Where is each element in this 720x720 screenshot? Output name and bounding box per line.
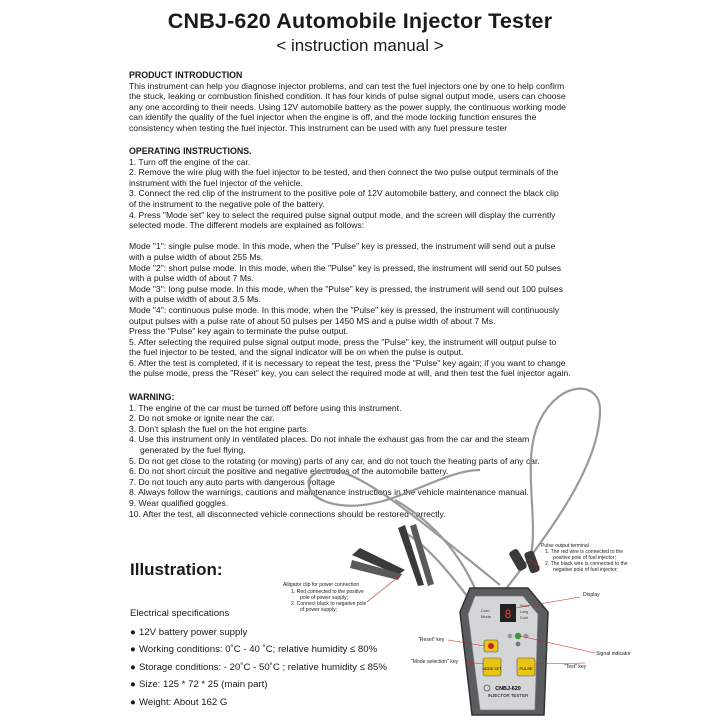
spec-text: Weight: About 162 G bbox=[139, 696, 228, 708]
specs-heading: Electrical specifications bbox=[130, 608, 230, 619]
mode-set-key-label: MODE SET bbox=[482, 667, 502, 671]
text-line: the stuck, leaking or combustion finished condition. It has four kinds of pulse signal output mode, users can choose bbox=[129, 91, 566, 102]
spec-text: Size: 125 * 72 * 25 (main part) bbox=[139, 679, 268, 690]
spec-text: 12V battery power supply bbox=[139, 626, 248, 638]
text-line: selected mode. The different models are explained as follows: bbox=[129, 220, 365, 231]
alligator-line-2: pole of power supply; bbox=[300, 595, 349, 601]
bullet-icon: ● bbox=[130, 626, 136, 638]
display-digit: 8 bbox=[504, 607, 512, 621]
reset-label: "Reset" key bbox=[418, 637, 445, 643]
device-name: INJECTOR TESTER bbox=[487, 693, 529, 698]
text-line: 4. Press "Mode set" key to select the required pulse signal output mode, and the screen will display the currently bbox=[129, 209, 556, 220]
signal-indicator-label: Signal indicator bbox=[596, 651, 631, 657]
alligator-line-4: of power supply; bbox=[300, 607, 338, 613]
bullet-icon: ● bbox=[130, 696, 136, 708]
text-line: 6. After the test is completed, if it is necessary to repeat the test, press the "Pulse" key again; if you want to change bbox=[129, 357, 566, 368]
test-key-label: "Test" key bbox=[564, 664, 587, 670]
text-line: the fuel injector to be tested, and the signal indicator will be on when the pulse is output. bbox=[129, 347, 464, 358]
text-line: Press the "Pulse" key again to terminate the pulse output. bbox=[129, 326, 349, 337]
text-line: 10. After the test, all disconnected vehicle connections should be restored correctly. bbox=[129, 508, 446, 519]
mode-selection-label: "Mode selection" key bbox=[411, 659, 459, 665]
text-line: Mode "2": short pulse mode. In this mode, when the "Pulse" key is pressed, the instrument will send out 50 pulses bbox=[129, 262, 562, 273]
alligator-title: Alligator clip for power connection bbox=[283, 582, 360, 588]
pulse-line-4: negative pole of fuel injector; bbox=[553, 567, 618, 573]
alligator-clip-right bbox=[398, 524, 434, 586]
com-label: Com bbox=[481, 608, 490, 613]
text-line: with a pulse width of about 255 Ms. bbox=[129, 251, 264, 262]
text-line: 5. Do not get close to the rotating (or moving) parts of any car, and do not touch the heating parts of any car. bbox=[129, 455, 540, 466]
alligator-line-1: 1. Red connected to the positive bbox=[291, 589, 364, 595]
text-line: 4. Use this instrument only in ventilated places. Do not inhale the exhaust gas from the car and the steam bbox=[129, 434, 530, 445]
mode-label: Mode bbox=[481, 614, 492, 619]
tester-device bbox=[460, 588, 548, 715]
pulse-line-3: 2. The black wire is connected to the bbox=[545, 561, 628, 567]
device-model: CNBJ-620 bbox=[495, 686, 521, 692]
text-line: This instrument can help you diagnose injector problems, and can test the fuel injectors one by one to help confirm bbox=[129, 80, 565, 91]
spec-text: Working conditions: 0˚C - 40 ˚C; relative humidity ≤ 80% bbox=[139, 644, 378, 655]
text-line: 1. The engine of the car must be turned off before using this instrument. bbox=[129, 402, 402, 413]
text-line: Mode "1": single pulse mode. In this mode, when the "Pulse" key is pressed, the instrument will send out a pulse bbox=[129, 241, 556, 252]
section-heading: OPERATING INSTRUCTIONS. bbox=[129, 146, 252, 156]
illustration-heading: Illustration: bbox=[130, 560, 223, 579]
label-long: Long bbox=[520, 610, 528, 614]
alligator-line-3: 2. Connect black to negative pole bbox=[291, 601, 367, 607]
power-cable-red bbox=[400, 530, 470, 600]
text-line: Mode "4": continuous pulse mode. In this mode, when the "Pulse" key is pressed, the instrument will continuously bbox=[129, 304, 560, 315]
text-line: 8. Always follow the warnings, cautions and maintenance instructions in the vehicle maintenance manual. bbox=[129, 487, 529, 498]
text-line: can identify the quality of the fuel injector when the engine is off, and the mode locking function ensures the bbox=[129, 112, 537, 123]
pulse-key-label: PULSE bbox=[519, 666, 533, 671]
text-line: of the instrument to the negative pole of the battery. bbox=[129, 198, 325, 209]
text-line: 3. Don't splash the fuel on the hot engine parts. bbox=[129, 423, 309, 434]
spec-text: Storage conditions: - 20˚C - 50˚C ; relative humidity ≤ 85% bbox=[139, 661, 387, 673]
text-line: any one according to their needs. Using 12V automobile battery as the power supply, the continuous working mode bbox=[129, 101, 566, 112]
page-subtitle: < instruction manual > bbox=[276, 36, 444, 55]
page-title: CNBJ-620 Automobile Injector Tester bbox=[167, 9, 553, 33]
section-heading: PRODUCT INTRODUCTION bbox=[129, 70, 243, 80]
text-line: 3. Connect the red clip of the instrument to the positive pole of 12V automobile battery, and connect the black clip bbox=[129, 188, 559, 199]
callout-labels bbox=[283, 543, 631, 670]
text-line: 5. After selecting the required pulse signal output mode, press the "Pulse" key, the instrument will output pulse to bbox=[129, 336, 557, 347]
text-line: output pulses with a pulse rate of about 50 pulses per 1450 MS and a pulse width of about 7 Ms. bbox=[129, 315, 496, 326]
text-line: instrument with the fuel injector of the vehicle. bbox=[129, 177, 303, 188]
text-line: 7. Do not touch any auto parts with dangerous voltage bbox=[129, 476, 335, 487]
text-line: 2. Remove the wire plug with the fuel injector to be tested, and then connect the two pulse output terminals of the bbox=[129, 167, 559, 178]
bullet-icon: ● bbox=[130, 644, 136, 655]
text-line: 9. Wear qualified goggles. bbox=[129, 497, 229, 508]
alligator-clip-left bbox=[350, 548, 405, 580]
text-line: Mode "3": long pulse mode. In this mode, when the "Pulse" key is pressed, the instrument will send out 100 pulses bbox=[129, 283, 564, 294]
text-line: with a pulse width of about 7 Ms. bbox=[129, 273, 254, 284]
text-line: consistency when testing the fuel injector. This instrument can be used with any fuel pressure tester bbox=[129, 122, 508, 133]
bullet-icon: ● bbox=[130, 679, 136, 690]
label-cont: Cont bbox=[520, 616, 528, 620]
text-line: generated by the fuel flying. bbox=[140, 444, 246, 455]
text-line: 1. Turn off the engine of the car. bbox=[129, 156, 251, 167]
text-line: 6. Do not short circuit the positive and negative electrodes of the automobile battery. bbox=[129, 466, 449, 477]
display-label: Display bbox=[583, 592, 600, 598]
pulse-line-2: positive pole of fuel injector; bbox=[553, 555, 616, 561]
bullet-icon: ● bbox=[130, 661, 136, 673]
text-line: the pulse mode, press the "Reset" key, you can select the required mode at will, and then test the fuel injector again. bbox=[129, 368, 571, 379]
label-short: Short bbox=[520, 604, 529, 608]
pulse-line-1: 1. The red wire is connected to the bbox=[545, 549, 624, 555]
pulse-title: Pulse output terminal bbox=[541, 543, 589, 549]
pulse-connector bbox=[508, 548, 540, 574]
text-line: 2. Do not smoke or ignite near the car. bbox=[129, 413, 275, 424]
section-heading: WARNING: bbox=[129, 392, 175, 402]
text-line: with a pulse width of about 3.5 Ms. bbox=[129, 294, 261, 305]
